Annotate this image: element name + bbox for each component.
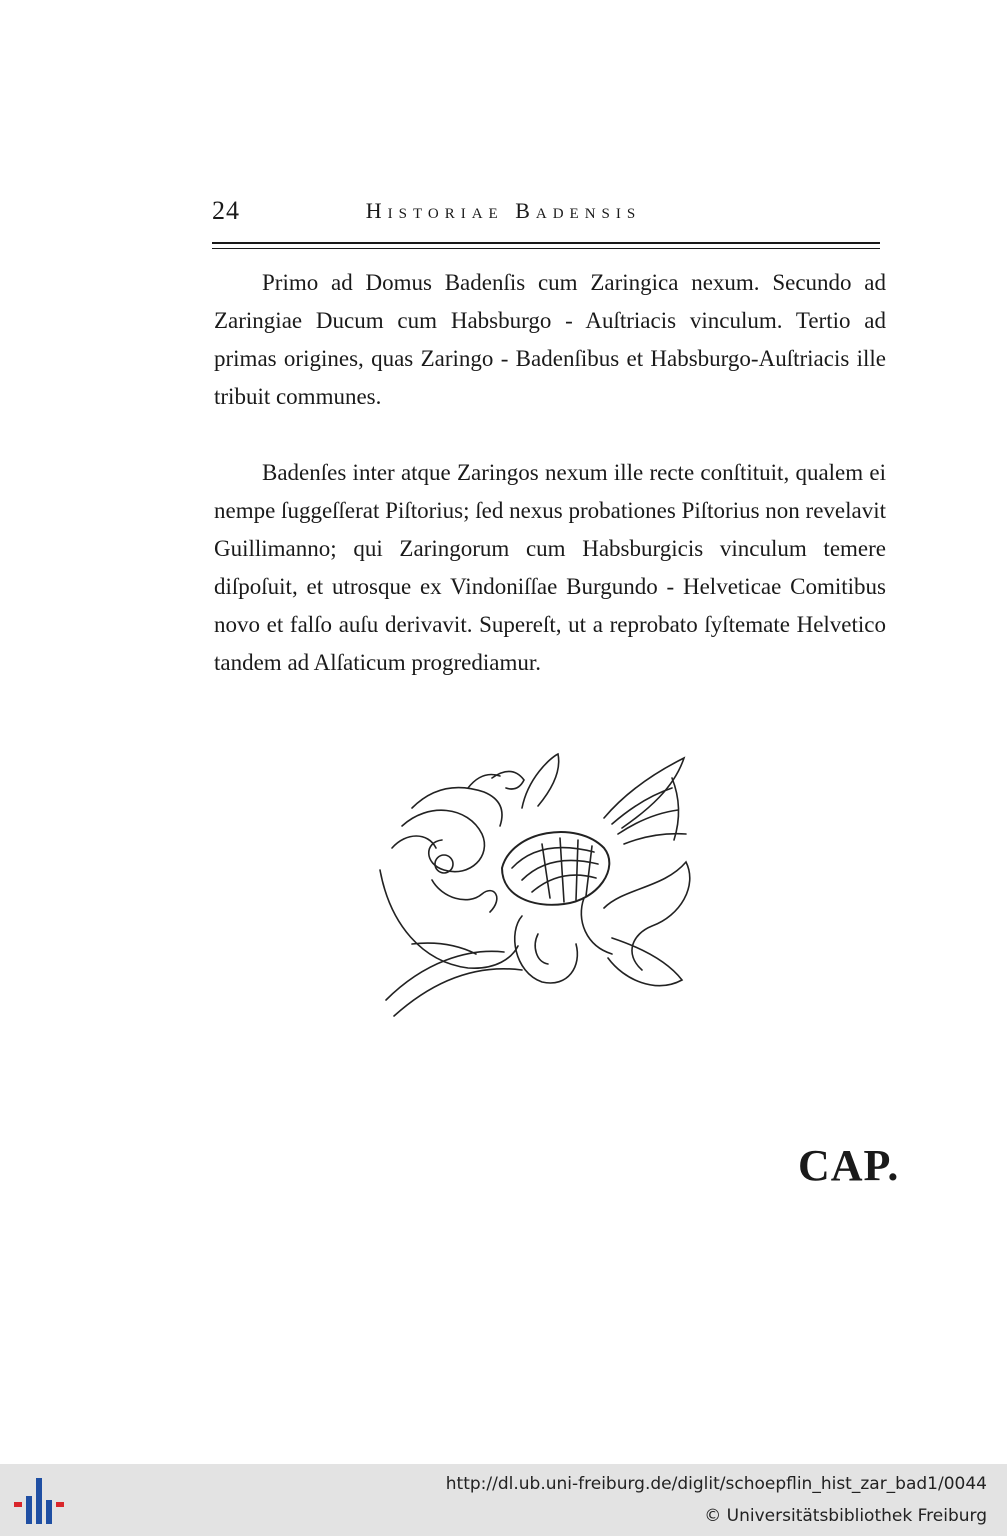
paragraph-2: [214, 454, 886, 682]
catchword: CAP.: [798, 1141, 900, 1190]
footer-bar: [0, 1464, 1007, 1536]
paragraph-1: [214, 264, 886, 416]
permalink-url[interactable]: http://dl.ub.uni-freiburg.de/diglit/schoepflin_hist_zar_bad1/0044: [445, 1474, 987, 1494]
copyright-notice: © Universitätsbibliothek Freiburg: [704, 1506, 987, 1526]
header-rule-thin: [212, 248, 880, 249]
rococo-vignette-ornament: [372, 748, 708, 1024]
running-head: Historiae Badensis: [365, 198, 642, 223]
paragraph-2-text: Badenſes inter atque Zaringos nexum ille recte conſtituit, qualem ei nempe ſuggeſſerat Piſtorius; ſed nexus probationes Piſtorius non revelavit Guillimanno; qui Zaringorum cum Habsburgicis vinculum temere diſpoſuit, et utrosque ex Vindoniſſae Burgundo - Helveticae Comitibus novo et falſo auſu derivavit. Supereſt, ut a reprobato ſyſtemate Helvetico tandem ad Alſaticum progrediamur.: [214, 460, 886, 675]
page-number: 24: [212, 196, 240, 225]
paragraph-1-text: Primo ad Domus Badenſis cum Zaringica nexum. Secundo ad Zaringiae Ducum cum Habsburgo - Auſtriacis vinculum. Tertio ad primas origines, quas Zaringo - Badenſibus et Habsburgo-Auſtriacis ille tribuit communes.: [214, 270, 886, 409]
header-rule-thick: [212, 242, 880, 244]
library-logo-icon: [12, 1474, 66, 1528]
